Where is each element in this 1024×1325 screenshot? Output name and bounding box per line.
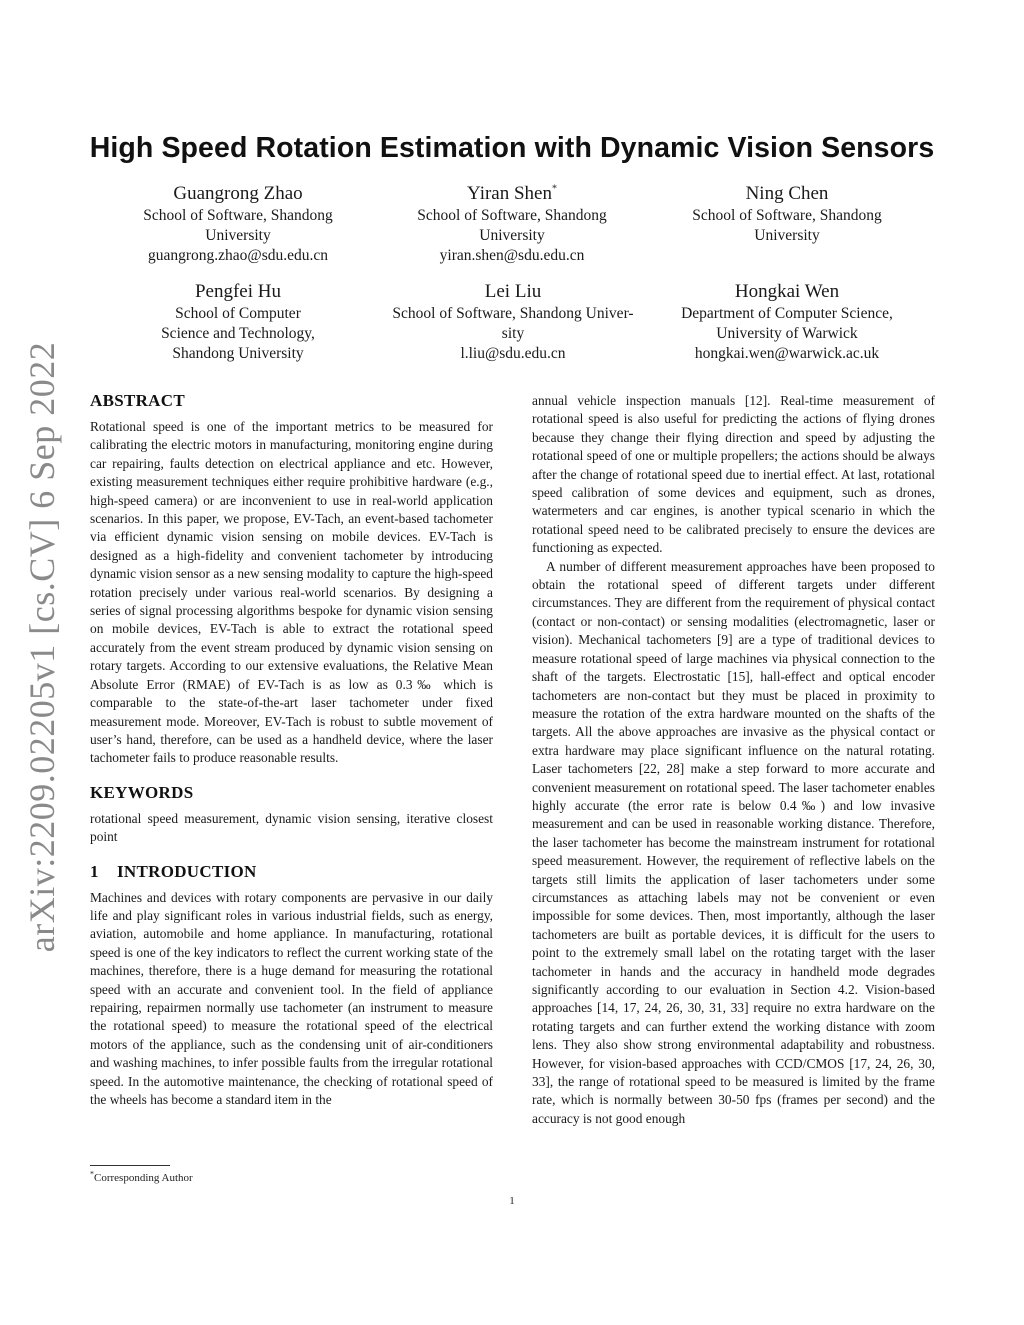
author-name: Yiran Shen — [467, 183, 552, 204]
author-block — [103, 280, 373, 364]
introduction-paragraph: Machines and devices with rotary components are pervasive in our daily life and play significant roles in various industrial fields, such as energy, aviation, automobile and home appliance. In manufacturing, rotational speed is one of the key indicators to reflect the current working state of the machines, therefore, there is a huge demand for measuring the rotational speed with an accurate and convenient tool. In the field of appliance repairing, repairmen normally use tachometer (an instrument to measure the rotational speed) to measure the rotational speed of the electrical motors of the appliance, such as the condensing unit of air-conditioners and washing machines, to infer possible faults from the irregular rotational speed. In the automotive maintenance, the checking of rotational speed of the wheels has become a standard item in the — [90, 889, 493, 1107]
arxiv-sidebar — [22, 341, 62, 953]
author-affiliation: sity — [501, 325, 525, 342]
keywords-text: rotational speed measurement, dynamic vision sensing, iterative closest point — [90, 810, 493, 845]
author-affiliation: Science and Technology, — [161, 325, 315, 342]
author-block — [652, 280, 922, 364]
author-affiliation: School of Software, Shandong — [417, 207, 607, 224]
author-affiliation: School of Software, Shandong — [143, 207, 333, 224]
author-affiliation: School of Software, Shandong — [692, 207, 882, 224]
left-column — [90, 390, 493, 1109]
author-block — [377, 182, 647, 266]
paper-title: High Speed Rotation Estimation with Dynamic Vision Sensors — [89, 132, 935, 164]
footnote — [90, 1169, 193, 1184]
author-email: yiran.shen@sdu.edu.cn — [439, 247, 585, 264]
introduction-heading: 1 INTRODUCTION — [90, 861, 257, 881]
author-affiliation: University — [205, 227, 271, 244]
author-block — [372, 280, 654, 364]
author-name: Guangrong Zhao — [173, 183, 303, 204]
author-affiliation: School of Software, Shandong Univer- — [392, 305, 634, 322]
author-name: Pengfei Hu — [194, 281, 281, 302]
abstract-text: Rotational speed is one of the important metrics to be measured for calibrating the electric motors in manufacturing, monitoring engine during car repairing, faults detection on electrical appliance and etc. However, existing measurement techniques either require prohibitive hardware (e.g., high-speed camera) or are inconvenient to use in real-world application scenarios. In this paper, we propose, EV-Tach, an event-based tachometer via efficient dynamic vision sensing on mobile devices. EV-Tach is designed as a high-fidelity and convenient tachometer by introducing dynamic vision sensor as a new sensing modality to capture the high-speed rotation precisely under various real-world scenarios. By designing a series of signal processing algorithms bespoke for dynamic vision sensing on mobile devices, EV-Tach is able to extract the rotational speed accurately from the event stream produced by dynamic vision sensing on rotary targets. According to our extensive evaluations, the Relative Mean Absolute Error (RMAE) of EV-Tach is as low as 0.3‰ which is comparable to the state-of-the-art laser tachometer under fixed measurement mode. Moreover, EV-Tach is robust to subtle movement of user’s hand, therefore, can be used as a handheld device, where the laser tachometer fails to produce reasonable results. — [90, 419, 493, 766]
arxiv-identifier: arXiv:2209.02205v1 [cs.CV] 6 Sep 2022 — [22, 341, 62, 953]
author-affiliation: University — [479, 227, 545, 244]
author-affiliation: Shandong University — [172, 345, 304, 362]
footnote-rule — [90, 1165, 170, 1166]
author-name: Hongkai Wen — [734, 281, 840, 302]
author-email: guangrong.zhao@sdu.edu.cn — [148, 247, 328, 264]
author-block — [103, 182, 373, 266]
author-name: Lei Liu — [484, 281, 542, 302]
author-affiliation: Department of Computer Science, — [681, 305, 893, 322]
author-affiliation: University of Warwick — [716, 325, 858, 342]
footnote-mark: * — [90, 1169, 94, 1179]
keywords-heading: KEYWORDS — [90, 782, 194, 802]
corresponding-mark: * — [551, 183, 557, 195]
abstract-heading: ABSTRACT — [90, 391, 185, 410]
footnote-text: Corresponding Author — [94, 1172, 193, 1184]
page-number: 1 — [509, 1195, 515, 1207]
author-email: hongkai.wen@warwick.ac.uk — [694, 345, 880, 362]
introduction-paragraph: A number of different measurement approaches have been proposed to obtain the rotational speed of different targets under different circumstances. They are different from the requirement of physical contact (contact or non-contact) or sensing modalities (electromagnetic, laser or vision). Mechanical tachometers [9] are a type of traditional devices to measure rotational speed of large machines via physical connection to the shaft of the targets. Electrostatic [15], hall-effect and optical encoder tachometers are non-contact but they must be placed in proximity to measure the rotation of the extra hardware mounted on the shafts of the targets. All the above approaches are invasive as the physical contact or extra hardware may place significant influence on the natural rotating. Laser tachometers [22, 28] make a step forward to more accurate and convenient measurement on rotational speed. The laser tachometer enables highly accurate (the error rate is below 0.4‰) and low invasive measurement and can be used in reasonable working distance. Therefore, the laser tachometer has become the mainstream instrument for rotational speed measurement. However, the requirement of reflective labels on the targets still limits the application of laser tachometers under some circumstances as attaching labels may not be convenient or even impossible for some devices. Then, most importantly, although the laser tachometers are built as portable devices, it is difficult for the users to point to the extremely small label on the rotating target with the laser tachometer in hands and the accuracy in handheld mode degrades significantly according to our evaluation in Section 4.2. Vision-based approaches [14, 17, 24, 26, 30, 31, 33] require no extra hardware on the rotating targets and can further extend the working distance with zoom lens. They also show strong environmental adaptability and robustness. However, for vision-based approaches with CCD/CMOS [17, 24, 26, 30, 33], the range of rotational speed to be measured is limited by the frame rate, which is normally between 30-50 fps (frames per second) and the accuracy is not good enough — [532, 558, 935, 1126]
right-column — [532, 392, 935, 1128]
author-email: l.liu@sdu.edu.cn — [460, 345, 566, 362]
author-block — [652, 182, 922, 246]
author-name: Ning Chen — [745, 183, 829, 204]
author-affiliation: University — [754, 227, 820, 244]
introduction-paragraph: annual vehicle inspection manuals [12]. Real-time measurement of rotational speed is also useful for predicting the actions of flying drones because they change their flying direction and speed by adjusting the rotational speed of one or multiple propellers; the actions should be always after the change of rotational speed due to inertial effect. At last, rotational speed calibration of some devices and equipment, such as drones, watermeters and car engines, is another typical scenario in which the rotational speed need to be calibrated precisely to ensure the devices are functioning as expected. — [532, 393, 935, 556]
author-affiliation: School of Computer — [175, 305, 301, 322]
